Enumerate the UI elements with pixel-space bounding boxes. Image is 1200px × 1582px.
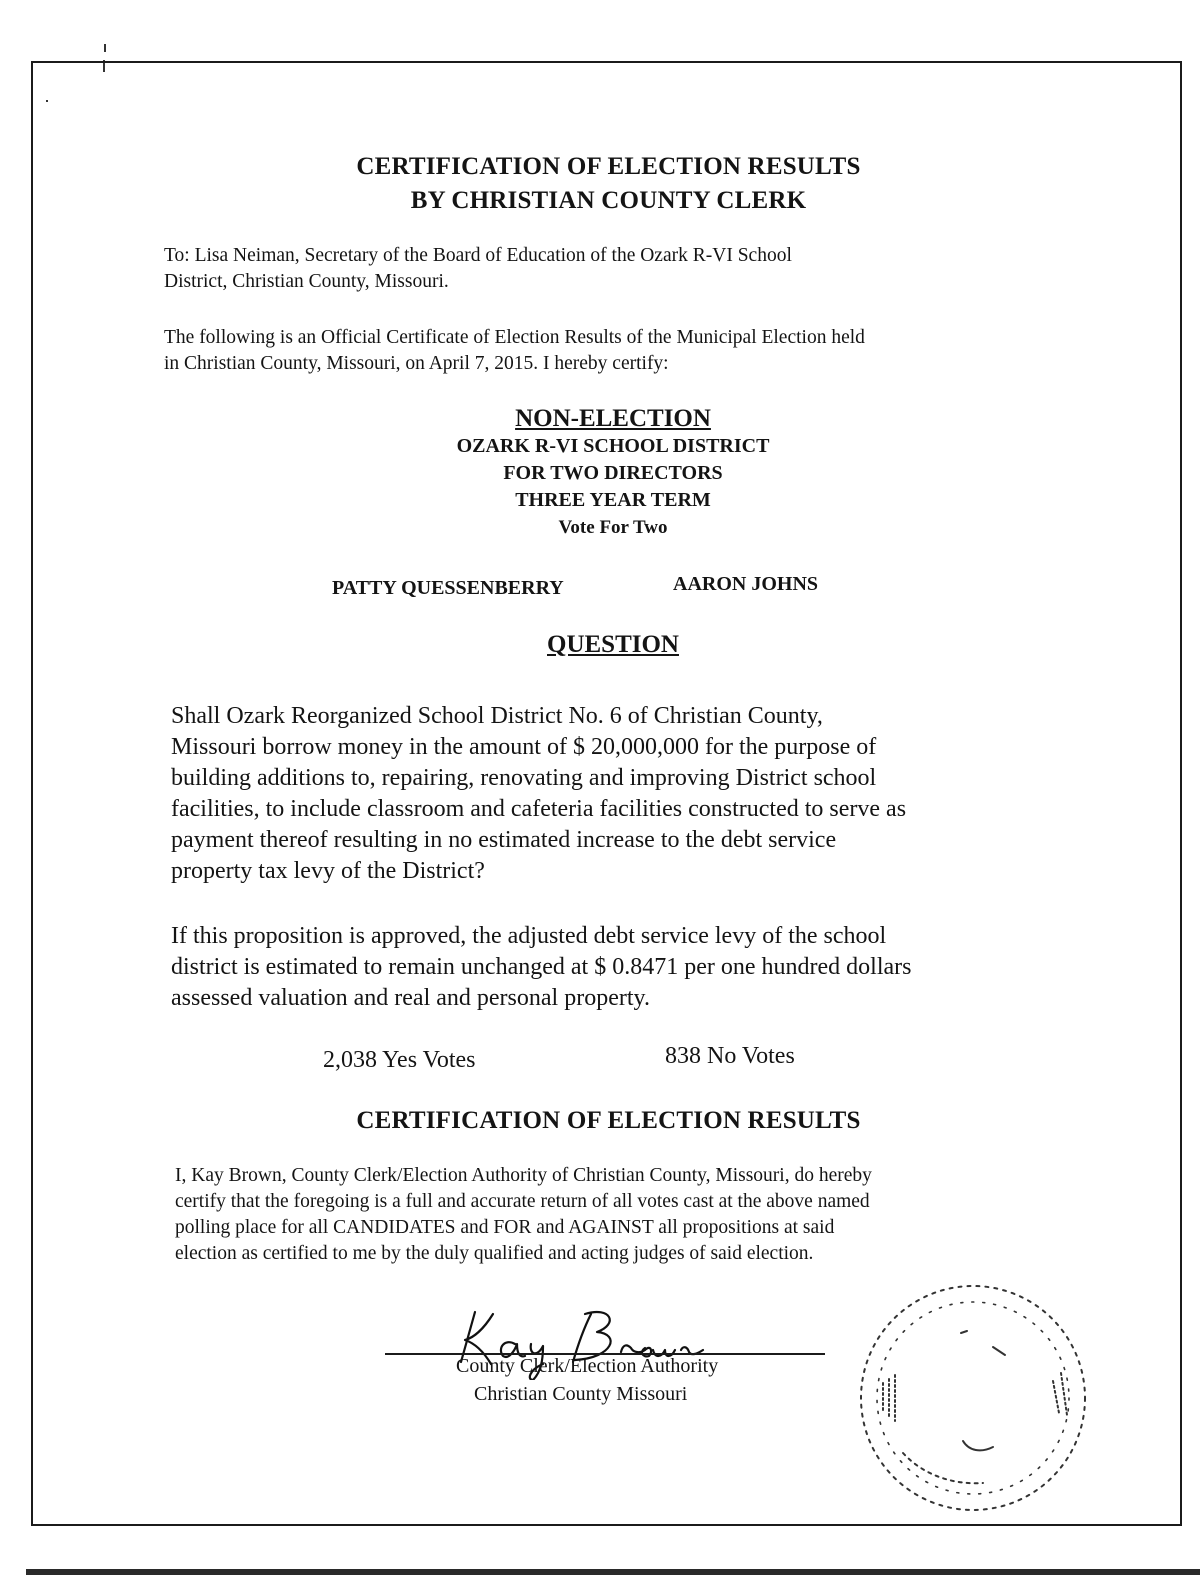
candidate-name: PATTY QUESSENBERRY	[332, 577, 564, 599]
county-seal	[843, 1263, 1103, 1533]
vote-for-count: Vote For Two	[558, 517, 668, 538]
certification-line: polling place for all CANDIDATES and FOR and AGAINST all propositions at said	[175, 1217, 835, 1238]
district-name: OZARK R-VI SCHOOL DISTRICT	[456, 435, 770, 457]
non-election-heading: NON-ELECTION	[515, 405, 711, 432]
question-line: building additions to, repairing, renovating and improving District school	[171, 765, 877, 791]
levy-line: district is estimated to remain unchanged at $ 0.8471 per one hundred dollars	[171, 954, 912, 980]
signer-county: Christian County Missouri	[474, 1383, 688, 1405]
document-border	[31, 61, 1182, 1526]
intro-line: in Christian County, Missouri, on April 7, 2015. I hereby certify:	[164, 353, 669, 374]
question-line: Shall Ozark Reorganized School District No. 6 of Christian County,	[171, 703, 823, 729]
document-title-line2: BY CHRISTIAN COUNTY CLERK	[410, 187, 807, 214]
addressee-line: To: Lisa Neiman, Secretary of the Board of Education of the Ozark R-VI School	[164, 245, 792, 266]
term-length: THREE YEAR TERM	[515, 489, 711, 511]
scan-bottom-edge	[26, 1569, 1200, 1575]
question-line: facilities, to include classroom and cafeteria facilities constructed to serve as	[171, 796, 907, 822]
question-line: payment thereof resulting in no estimated increase to the debt service	[171, 827, 837, 853]
question-heading: QUESTION	[547, 631, 679, 658]
question-line: property tax levy of the District?	[171, 858, 485, 884]
non-election-section	[333, 405, 893, 541]
signer-title: County Clerk/Election Authority	[456, 1355, 719, 1377]
document-title-line1: CERTIFICATION OF ELECTION RESULTS	[356, 153, 861, 180]
levy-line: assessed valuation and real and personal property.	[171, 985, 650, 1011]
office-name: FOR TWO DIRECTORS	[503, 462, 723, 484]
certification-line: certify that the foregoing is a full and accurate return of all votes cast at the above named	[175, 1191, 870, 1212]
addressee-line: District, Christian County, Missouri.	[164, 271, 449, 292]
intro-line: The following is an Official Certificate of Election Results of the Municipal Election held	[164, 327, 865, 348]
no-votes: 838 No Votes	[665, 1043, 795, 1069]
candidate-name: AARON JOHNS	[673, 573, 819, 595]
scan-speck	[104, 44, 106, 52]
levy-line: If this proposition is approved, the adjusted debt service levy of the school	[171, 923, 887, 949]
certification-line: election as certified to me by the duly qualified and acting judges of said election.	[175, 1243, 814, 1264]
yes-votes: 2,038 Yes Votes	[323, 1047, 476, 1073]
certification-line: I, Kay Brown, County Clerk/Election Authority of Christian County, Missouri, do hereby	[175, 1165, 872, 1186]
question-line: Missouri borrow money in the amount of $ 20,000,000 for the purpose of	[171, 734, 877, 760]
certification-heading: CERTIFICATION OF ELECTION RESULTS	[356, 1107, 861, 1134]
